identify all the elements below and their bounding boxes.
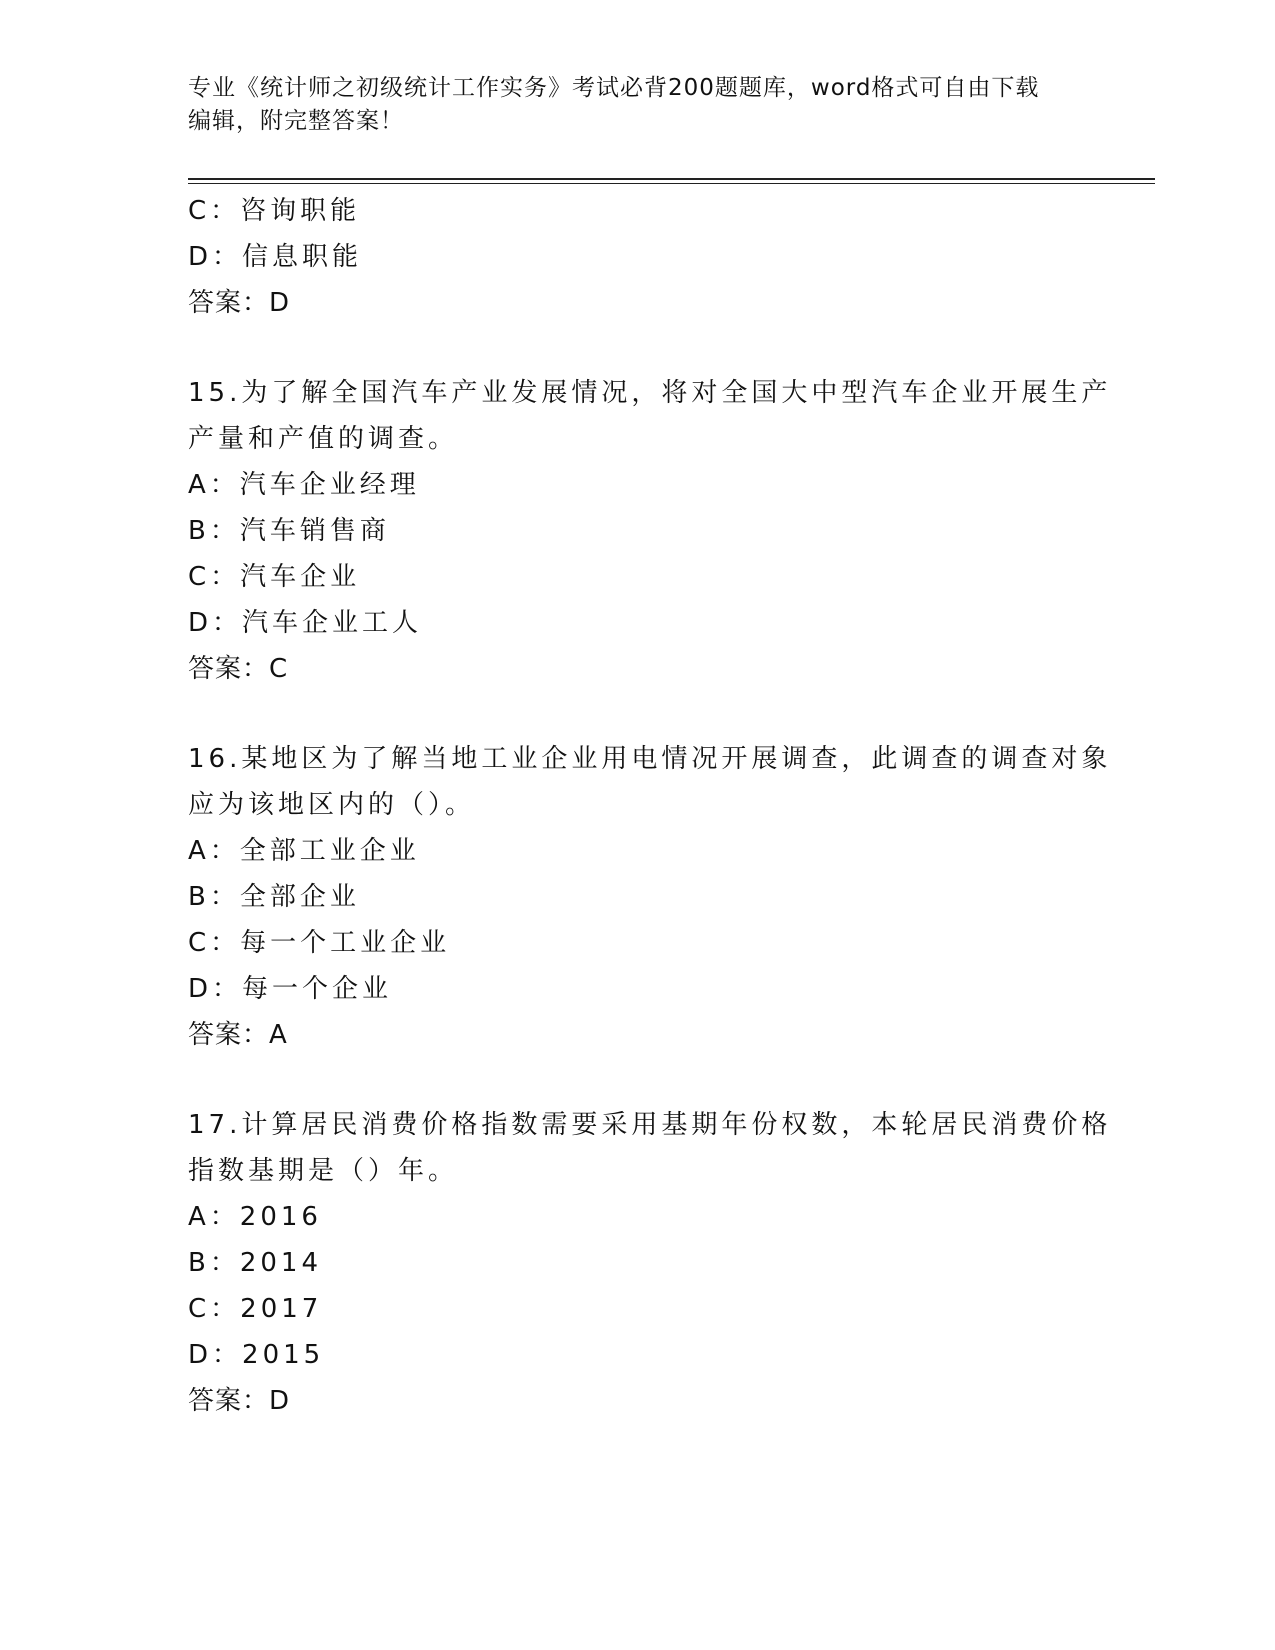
header-rule-thick [188, 178, 1155, 180]
header-line-2: 编辑，附完整答案！ [188, 108, 404, 134]
header-rule-thin [188, 183, 1155, 184]
question-15 [188, 370, 1112, 692]
question-16 [188, 736, 1112, 1058]
answer-line: 答案：D [188, 288, 291, 318]
option-a: A：2016 [188, 1202, 322, 1232]
option-b: B：汽车销售商 [188, 516, 390, 546]
option-b: B：2014 [188, 1248, 323, 1278]
spacer [188, 326, 1088, 370]
option-d: D：每一个企业 [188, 974, 393, 1004]
header-line-1: 专业《统计师之初级统计工作实务》考试必背200题题库，word格式可自由下载 [188, 75, 1040, 101]
question-stem-line: 指数基期是（）年。 [188, 1156, 459, 1186]
question-stem-line: 16.某地区为了解当地工业企业用电情况开展调查，此调查的调查对象 [188, 744, 1112, 774]
option-d: D：信息职能 [188, 242, 363, 272]
question-stem-line: 应为该地区内的（）。 [188, 790, 476, 820]
question-14-tail [188, 188, 1088, 326]
spacer [188, 692, 1088, 736]
question-stem-line: 产量和产值的调查。 [188, 424, 459, 454]
question-list [188, 188, 1112, 1424]
option-d: D：2015 [188, 1340, 325, 1370]
option-d: D：汽车企业工人 [188, 608, 423, 638]
answer-line: 答案：A [188, 1020, 288, 1050]
option-b: B：全部企业 [188, 882, 360, 912]
question-stem-line: 15.为了解全国汽车产业发展情况，将对全国大中型汽车企业开展生产 [188, 378, 1112, 408]
question-stem-line: 17.计算居民消费价格指数需要采用基期年份权数，本轮居民消费价格 [188, 1110, 1112, 1140]
question-17 [188, 1102, 1112, 1424]
option-c: C：咨询职能 [188, 196, 361, 226]
spacer [188, 1058, 1088, 1102]
option-c: C：汽车企业 [188, 562, 361, 592]
option-a: A：全部工业企业 [188, 836, 420, 866]
answer-line: 答案：D [188, 1386, 291, 1416]
option-c: C：每一个工业企业 [188, 928, 451, 958]
answer-line: 答案：C [188, 654, 289, 684]
option-a: A：汽车企业经理 [188, 470, 420, 500]
document-header [188, 72, 1088, 138]
option-c: C：2017 [188, 1294, 323, 1324]
